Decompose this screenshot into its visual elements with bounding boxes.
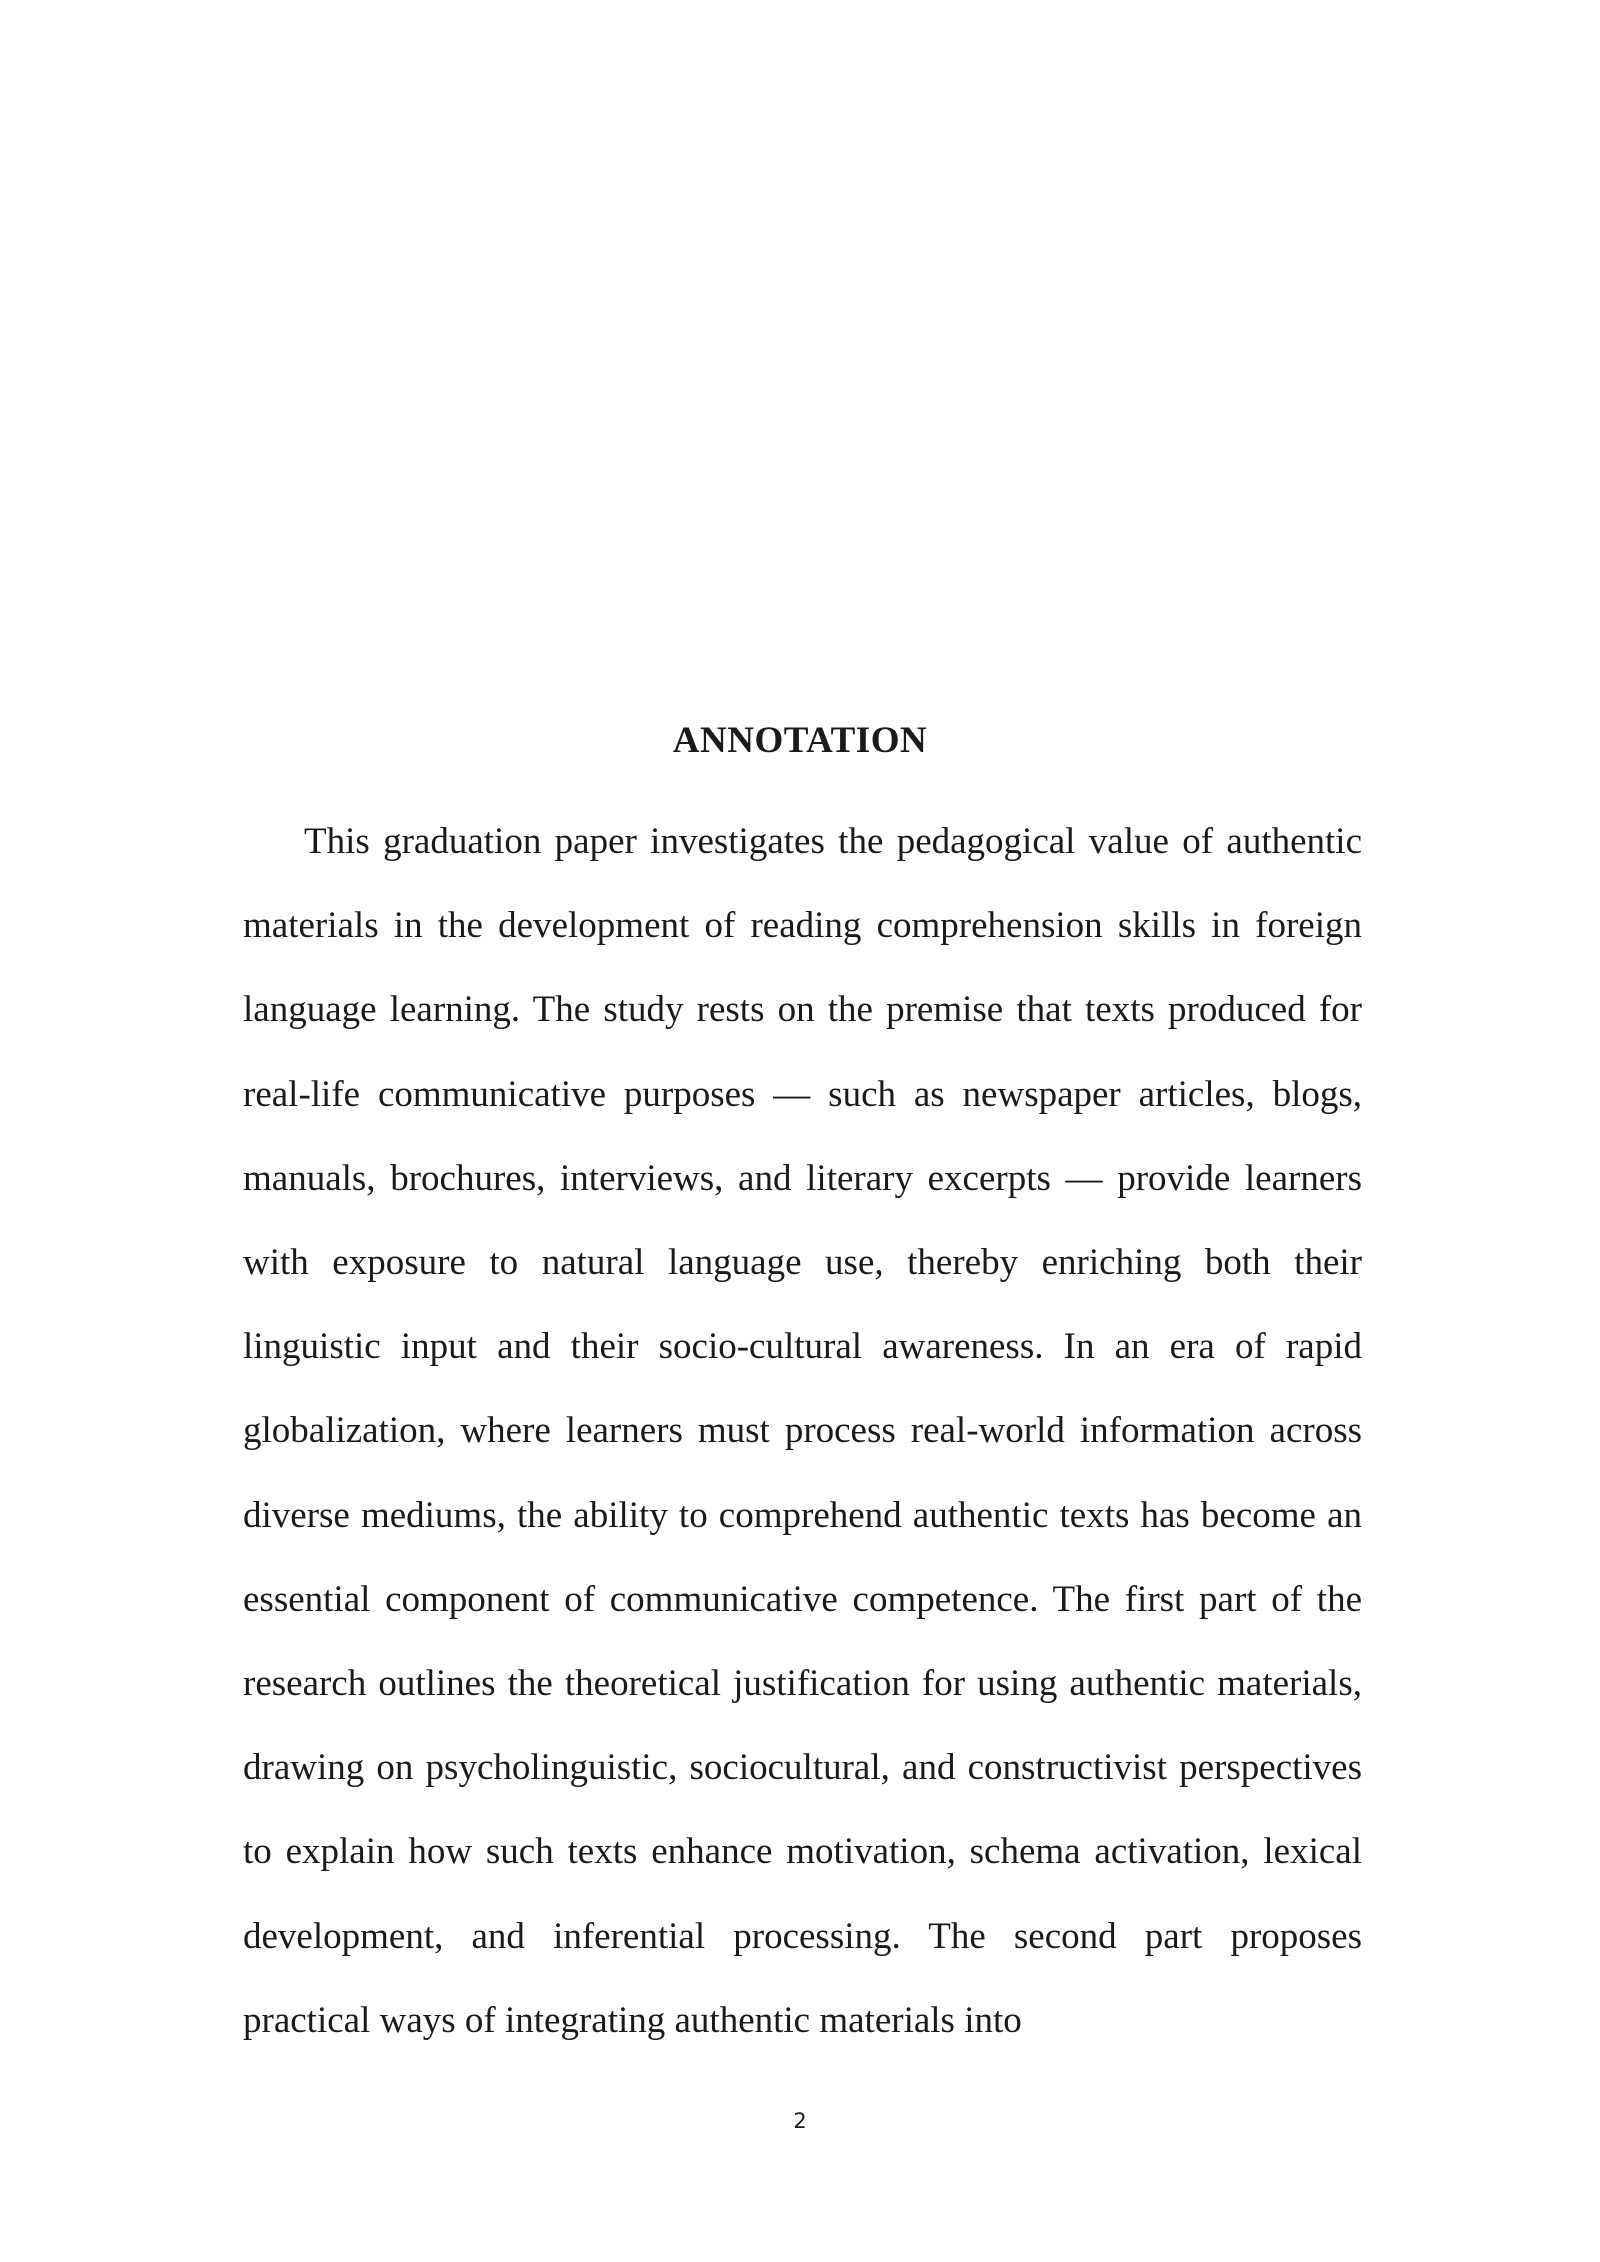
- annotation-paragraph: This graduation paper investigates the pedagogical value of authentic materials in the development of reading comprehension skills in foreign language learning. The study rests on the premise that texts produced for real-life communicative purposes — such as newspaper articles, blogs, manuals, brochures, interviews, and literary excerpts — provide learners with exposure to natural language use, thereby enriching both their linguistic input and their socio-cultural awareness. In an era of rapid globalization, where learners must process real-world information across diverse mediums, the ability to comprehend authentic texts has become an essential component of communicative competence. The first part of the research outlines the theoretical justification for using authentic materials, drawing on psycholinguistic, sociocultural, and constructivist perspectives to explain how such texts enhance motivation, schema activation, lexical development, and inferential processing. The second part proposes practical ways of integrating authentic materials into: [243, 821, 1362, 2041]
- annotation-heading: ANNOTATION: [672, 720, 928, 761]
- page-number: 2: [793, 2109, 807, 2133]
